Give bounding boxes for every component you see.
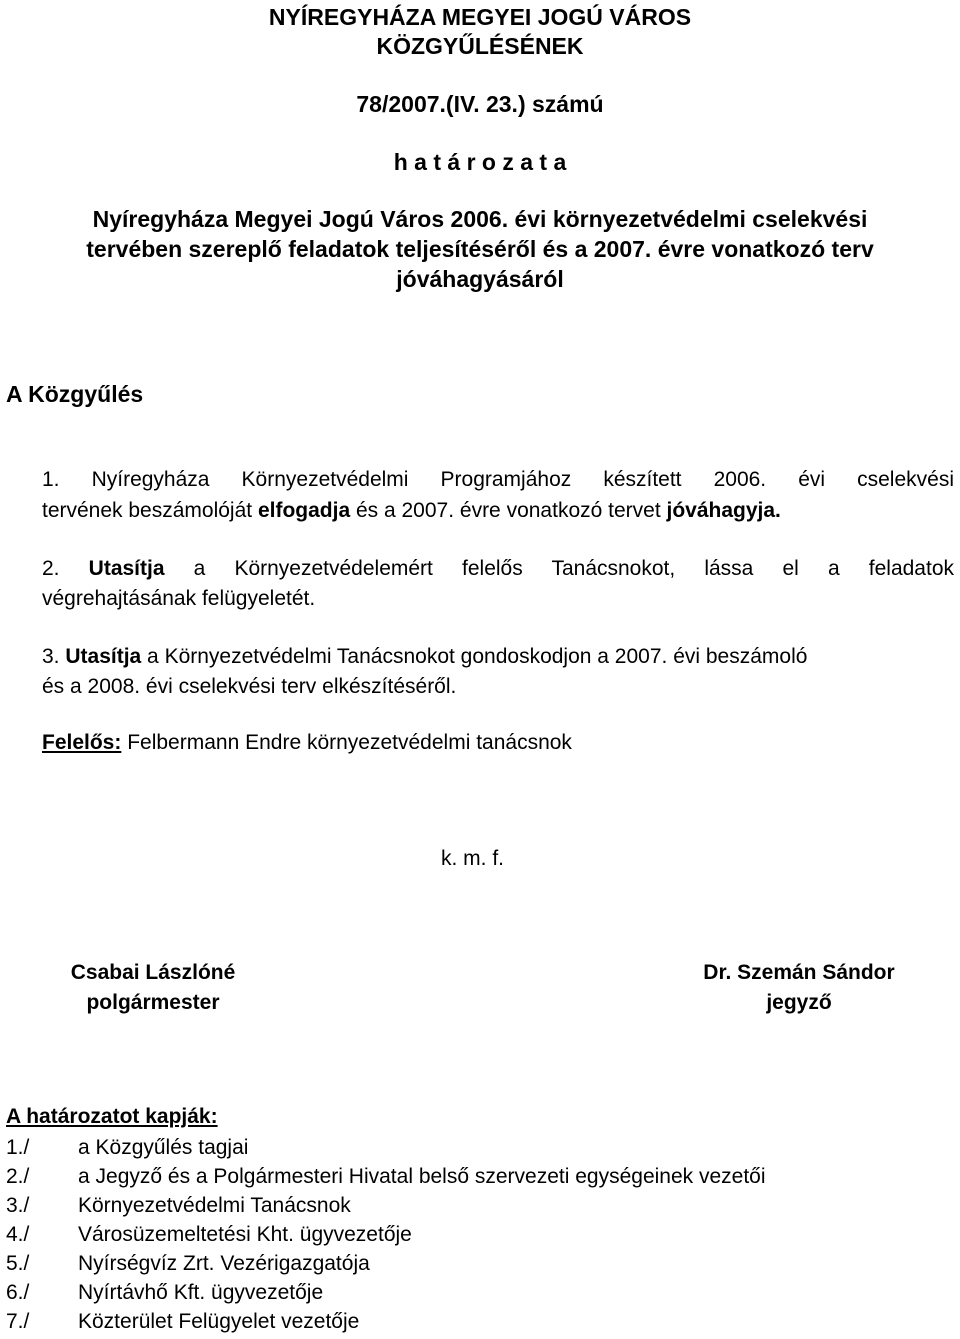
point-1-approve: jóváhagyja. (666, 499, 781, 522)
recipient-item: 2./ a Jegyző és a Polgármesteri Hivatal belső szervezeti egységeinek vezetői (6, 1165, 766, 1188)
point-1-text-c: és a 2007. évre vonatkozó tervet (350, 499, 667, 522)
city-heading: NYÍREGYHÁZA MEGYEI JOGÚ VÁROS (268, 4, 692, 30)
subject-line-1: Nyíregyháza Megyei Jogú Város 2006. évi környezetvédelmi cselekvési (92, 206, 868, 232)
recipient-item: 4./ Városüzemeltetési Kht. ügyvezetője (6, 1223, 412, 1246)
point-2-verb: Utasítja (88, 557, 165, 580)
recipient-item: 5./ Nyírségvíz Zrt. Vezérigazgatója (6, 1252, 370, 1275)
recipient-item: 7./ Közterület Felügyelet vezetője (6, 1310, 360, 1333)
point-2-line-2: végrehajtásának felügyeletét. (42, 587, 316, 610)
assembly-heading: KÖZGYŰLÉSÉNEK (376, 33, 584, 59)
subject-line-3: jóváhagyásáról (396, 266, 564, 292)
point-2-number: 2. (42, 557, 89, 580)
recipient-item: 6./ Nyírtávhő Kft. ügyvezetője (6, 1281, 324, 1304)
point-3-line-2: és a 2008. évi cselekvési terv elkészítéséről. (42, 675, 457, 698)
responsible-label: Felelős: (42, 731, 122, 754)
point-1-text-a: tervének beszámolóját (42, 499, 258, 522)
resolution-number: 78/2007.(IV. 23.) számú (356, 91, 604, 117)
signature-right-title: jegyző (766, 991, 832, 1014)
signature-left-title: polgármester (86, 991, 220, 1014)
subject-line-2: tervében szereplő feladatok teljesítéséről és a 2007. évre vonatkozó terv (86, 236, 874, 262)
signature-right-name: Dr. Szemán Sándor (703, 961, 895, 984)
assembly-label: A Közgyűlés (6, 381, 144, 407)
point-3-text: a Környezetvédelmi Tanácsnokot gondoskodjon a 2007. évi beszámoló (141, 645, 808, 668)
responsible-line (42, 731, 572, 755)
recipient-item: 3./ Környezetvédelmi Tanácsnok (6, 1194, 351, 1217)
recipients-heading: A határozatot kapják: (6, 1105, 218, 1128)
point-2-text: a Környezetvédelemért felelős Tanácsnokot, lássa el a feladatok (164, 557, 954, 580)
recipient-item: 1./ a Közgyűlés tagjai (6, 1136, 249, 1159)
point-3-number: 3. (42, 645, 66, 668)
document-type: h a t á r o z a t a (393, 149, 567, 175)
point-3-line-1 (42, 645, 807, 669)
point-1-line-2 (42, 499, 781, 523)
kmf-mark: k. m. f. (441, 847, 504, 870)
point-2-line-1 (42, 557, 954, 581)
signature-left-name: Csabai Lászlóné (70, 961, 236, 984)
point-1-line-1: 1. Nyíregyháza Környezetvédelmi Programjához készített 2006. évi cselekvési (42, 468, 954, 491)
point-3-verb: Utasítja (65, 645, 142, 668)
point-1-accept: elfogadja (257, 499, 351, 522)
responsible-name: Felbermann Endre környezetvédelmi tanácsnok (121, 731, 572, 754)
